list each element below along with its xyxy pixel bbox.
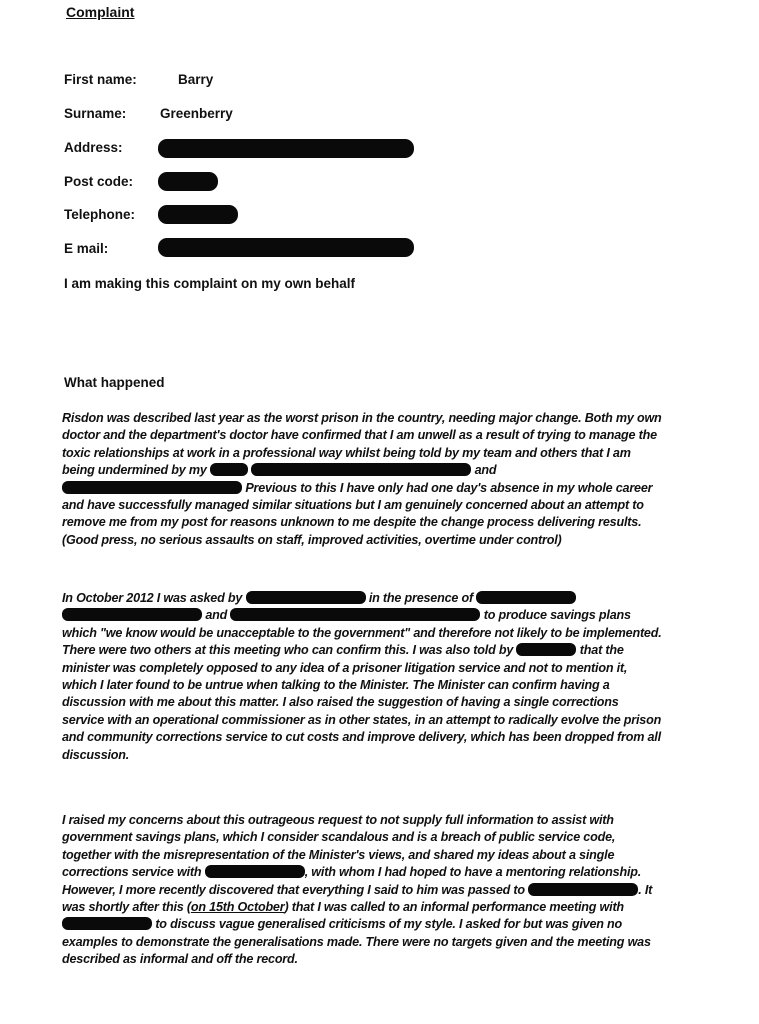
redaction <box>62 608 202 621</box>
p1-text-2: and <box>474 463 497 478</box>
surname-label: Surname: <box>64 106 127 121</box>
p3-date: on 15th October <box>190 900 285 915</box>
address-label: Address: <box>64 140 123 155</box>
redaction <box>516 643 576 656</box>
redaction <box>528 883 638 896</box>
redaction <box>251 463 471 476</box>
paragraph-3 <box>62 812 662 969</box>
surname-value: Greenberry <box>160 106 233 121</box>
paragraph-2 <box>62 590 662 764</box>
post-code-redaction <box>158 172 218 191</box>
redaction <box>246 591 366 604</box>
email-redaction <box>158 238 414 257</box>
p2-text-4: to produce savings plans which "we know would be unacceptable to the government" and therefore not likely to be implemented. There were two others at this meeting who can confirm this. I was also told by <box>62 608 662 658</box>
redaction <box>210 463 248 476</box>
redaction <box>230 608 480 621</box>
first-name-label: First name: <box>64 72 137 87</box>
p3-text-6: to discuss vague generalised criticisms of my style. I asked for but was given no examples to demonstrate the generalisations made. There were no targets given and the meeting was described as informal and off the record. <box>62 917 651 967</box>
first-name-value: Barry <box>178 72 214 87</box>
p2-text-1: In October 2012 I was asked by <box>62 591 243 605</box>
p2-text-3: and <box>205 608 228 623</box>
redaction <box>205 865 305 878</box>
p3-text-1: I raised my concerns about this outrageous request to not supply full information to assist with government savings plans, which I consider scandalous and is a breach of public service code, together with the misrepresentation of the Minister's views, and shared my ideas about a single corrections service with <box>62 813 616 880</box>
p3-text-3: . It was shortly after this ( <box>62 882 653 915</box>
p2-text-2: in the presence of <box>368 591 474 605</box>
telephone-redaction <box>158 205 238 224</box>
telephone-label: Telephone: <box>64 207 136 222</box>
p2-text-5: that the minister was completely opposed to any idea of a prisoner litigation service and not to mention it, which I later found to be untrue when talking to the Minister. The Minister can confirm having a discussion with me about this matter. I also raised the suggestion of having a single corrections service with an operational commissioner as in other states, in an attempt to radically evolve the prison and community corrections service to cut costs and improve delivery, which has been dropped from all discussion. <box>62 643 662 762</box>
paragraph-1 <box>62 410 662 549</box>
behalf-statement: I am making this complaint on my own behalf <box>64 276 356 291</box>
address-redaction <box>158 139 414 158</box>
redaction <box>62 917 152 930</box>
p1-text-3: Previous to this I have only had one day's absence in my whole career and have successfully managed similar situations but I am genuinely concerned about an attempt to remove me from my post for reasons unknown to me despite the change process delivering results. (Good press, no serious assaults on staff, improved activities, overtime under control) <box>62 480 653 547</box>
post-code-label: Post code: <box>64 174 134 189</box>
redaction <box>476 591 576 604</box>
p3-text-2: , with whom I had hoped to have a mentoring relationship. However, I more recently discovered that everything I said to him was passed to <box>62 865 642 897</box>
redaction <box>62 481 242 494</box>
section-title: What happened <box>64 375 165 390</box>
p1-text-1: Risdon was described last year as the worst prison in the country, needing major change. Both my own doctor and the department's doctor have confirmed that I am unwell as a result of trying to manage the toxic relationships at work in a professional way whilst being told by my team and others that I am being undermined by my <box>62 411 662 478</box>
p3-text-5: ) that I was called to an informal performance meeting with <box>284 900 624 915</box>
email-label: E mail: <box>64 241 109 256</box>
document-heading: Complaint <box>66 4 135 20</box>
